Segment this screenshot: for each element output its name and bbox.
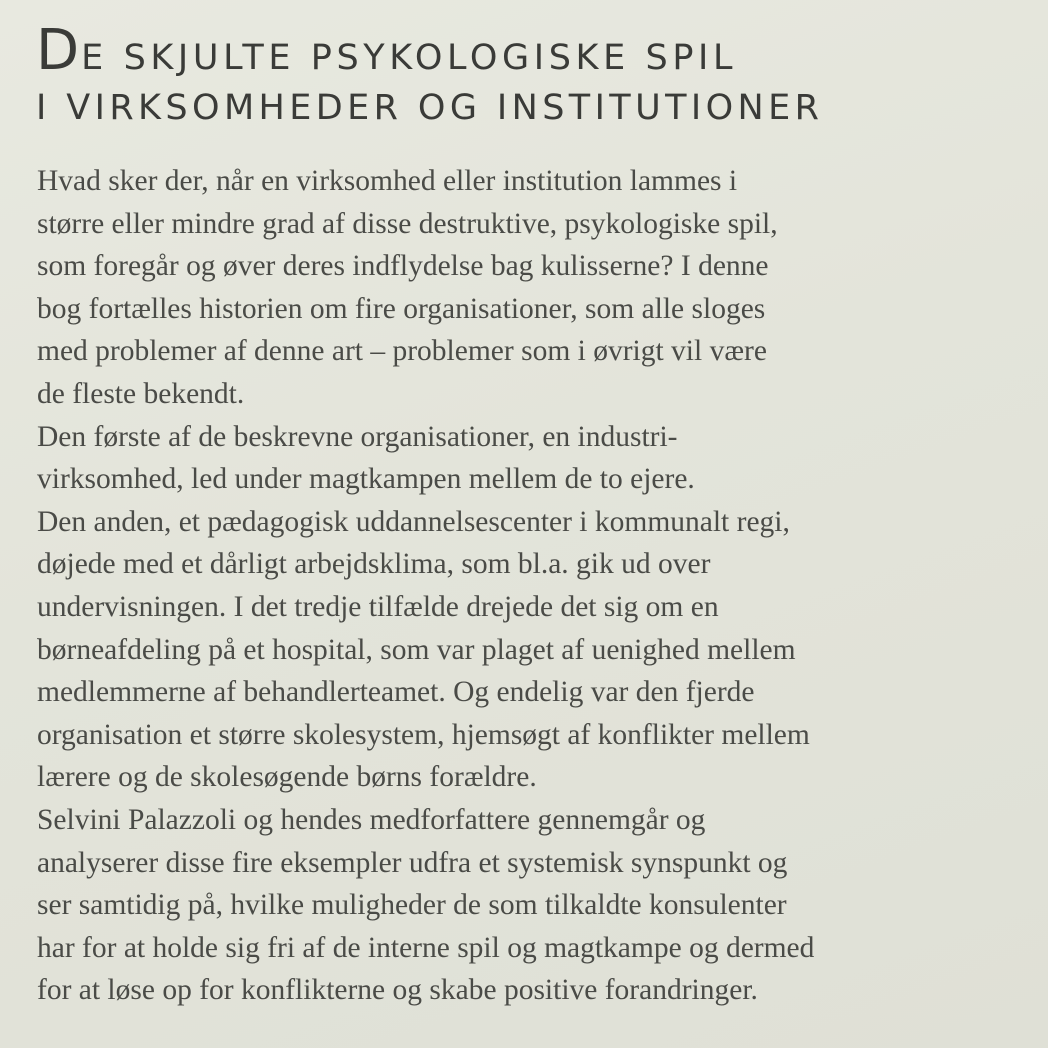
text-line: børneafdeling på et hospital, som var plaget af uenighed mellem — [37, 633, 796, 666]
description-text — [37, 160, 1027, 1012]
text-line: medlemmerne af behandlerteamet. Og endelig var den fjerde — [37, 676, 755, 709]
text-line: virksomhed, led under magtkampen mellem de to ejere. — [37, 463, 695, 496]
text-line: lærere og de skolesøgende børns forældre. — [37, 761, 537, 794]
text-line: analyserer disse fire eksempler udfra et systemisk synspunkt og — [37, 846, 788, 879]
text-line: døjede med et dårligt arbejdsklima, som bl.a. gik ud over — [37, 548, 711, 581]
title-line-1-text: E SKJULTE PSYKOLOGISKE SPIL — [81, 38, 738, 78]
text-line: Den anden, et pædagogisk uddannelsescenter i kommunalt regi, — [37, 505, 790, 538]
text-line: for at løse op for konflikterne og skabe positive forandringer. — [37, 974, 758, 1007]
text-line: Hvad sker der, når en virksomhed eller institution lammes i — [37, 165, 738, 197]
text-line: organisation et større skolesystem, hjemsøgt af konflikter mellem — [37, 718, 810, 751]
text-line: de fleste bekendt. — [37, 377, 245, 410]
text-line: Selvini Palazzoli og hendes medforfattere gennemgår og — [37, 803, 706, 836]
text-line: har for at holde sig fri af de interne spil og magtkampe og dermed — [37, 931, 815, 964]
title-line-2: I VIRKSOMHEDER OG INSTITUTIONER — [36, 88, 824, 128]
text-line: Den første af de beskrevne organisationer, en industri- — [37, 420, 678, 453]
text-line: større eller mindre grad af disse destruktive, psykologiske spil, — [37, 207, 778, 240]
text-line: bog fortælles historien om fire organisationer, som alle sloges — [37, 292, 766, 325]
text-line: med problemer af denne art – problemer som i øvrigt vil være — [37, 335, 767, 368]
text-line: ser samtidig på, hvilke muligheder de som tilkaldte konsulenter — [37, 889, 787, 922]
title-dropcap: D — [36, 18, 82, 83]
text-line: som foregår og øver deres indflydelse bag kulisserne? I denne — [37, 250, 769, 283]
book-title — [36, 18, 1026, 133]
title-line-1 — [36, 18, 1026, 83]
text-line: undervisningen. I det tredje tilfælde drejede det sig om en — [37, 590, 719, 623]
